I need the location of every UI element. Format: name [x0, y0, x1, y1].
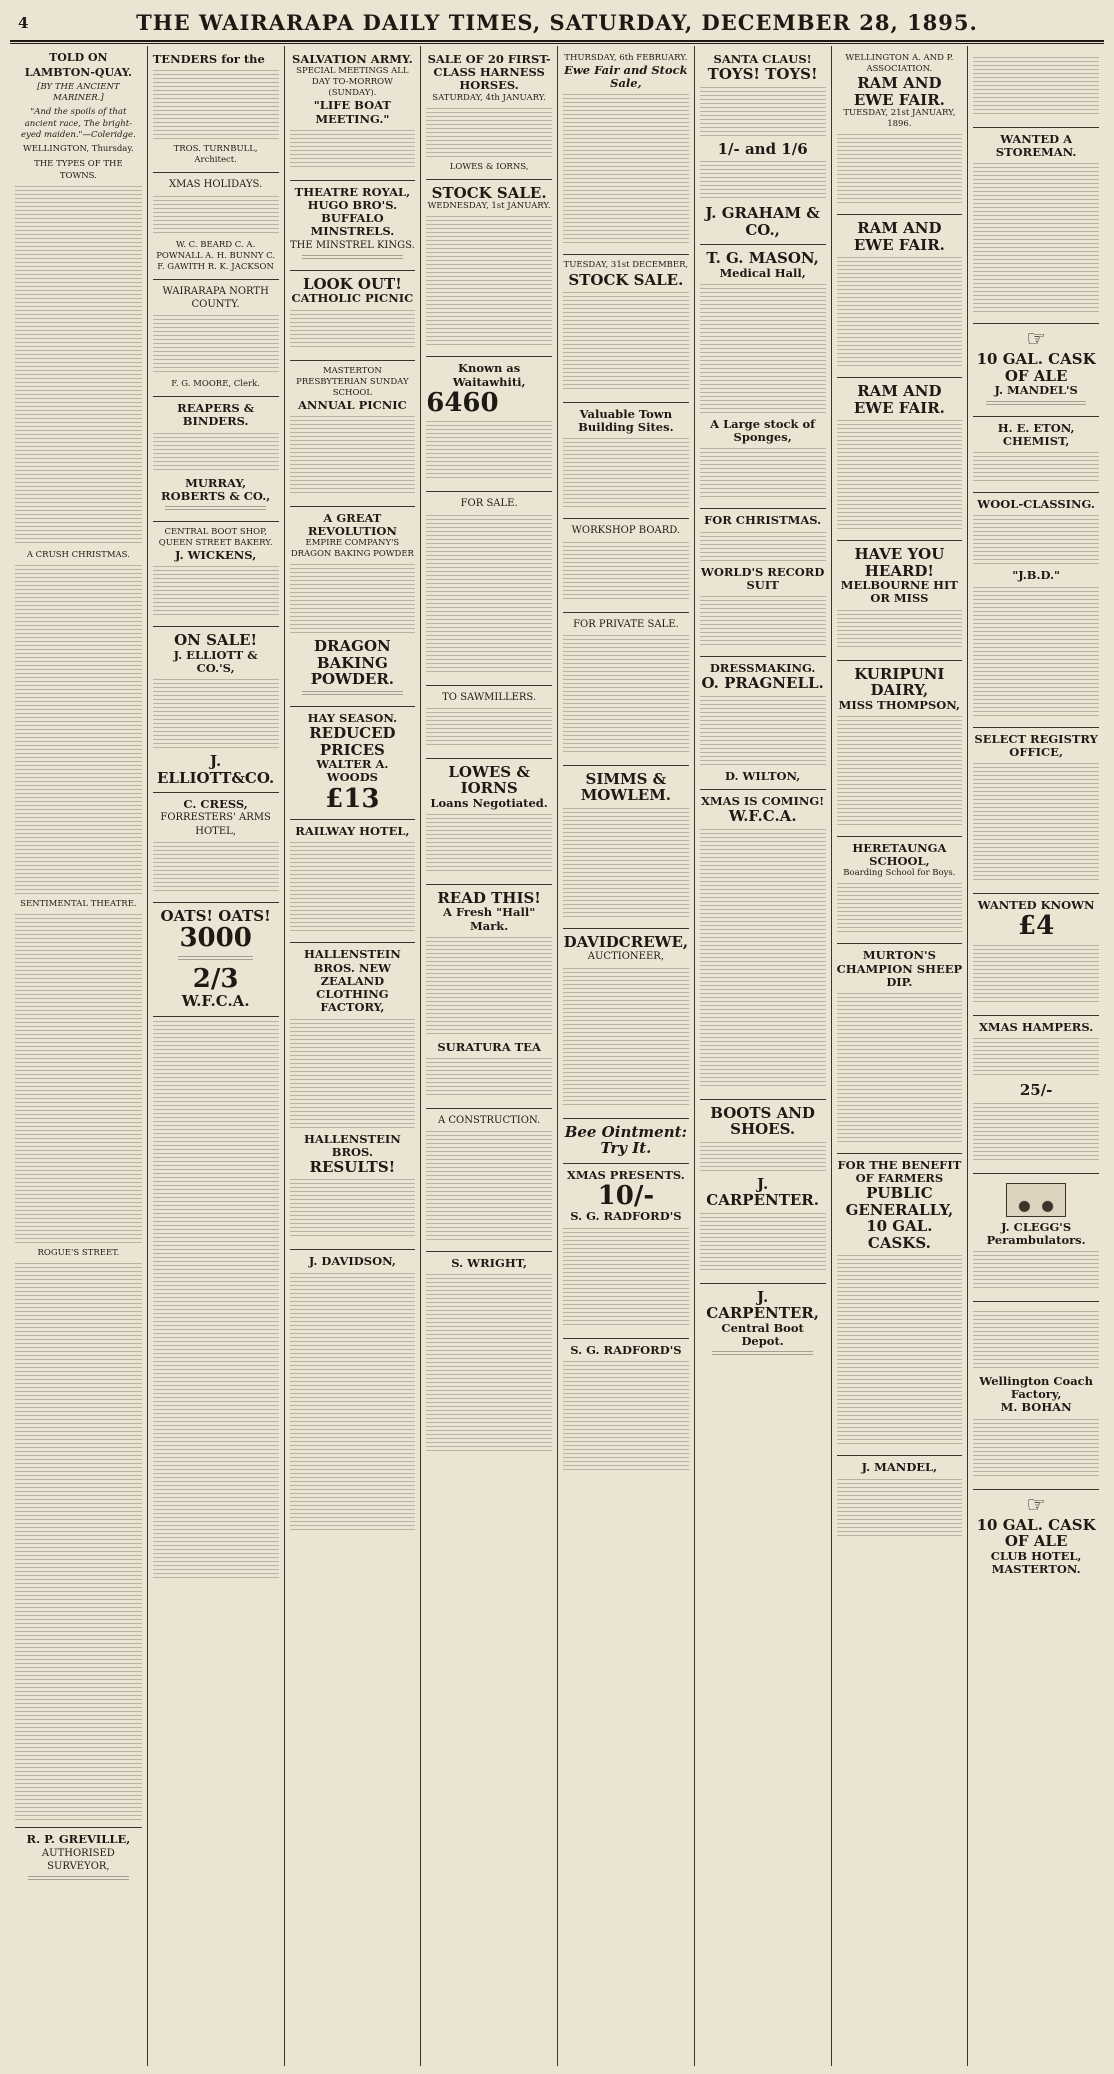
advert-subtitle: EMPIRE COMPANY'S DRAGON BAKING POWDER [290, 538, 414, 560]
column-5 [557, 46, 694, 2066]
advert-wool-classing [973, 493, 1099, 727]
masthead-title: THE WAIRARAPA DAILY TIMES, SATURDAY, DECEMBER 28, 1895. [136, 10, 978, 35]
advert-date: TUESDAY, 31st DECEMBER, [563, 260, 689, 271]
column-4 [420, 46, 557, 2066]
advert-title: REAPERS & BINDERS. [177, 401, 255, 429]
advert-text [153, 433, 279, 473]
advert-text [563, 808, 689, 918]
advert-text [302, 255, 403, 261]
advert-title: WORKSHOP BOARD. [571, 525, 681, 537]
advert-xmas-hampers [973, 1016, 1099, 1174]
advert-quantity: 3000 [179, 923, 252, 954]
advert-title: TENDERS for the [152, 52, 265, 66]
newspaper-columns [10, 46, 1104, 2066]
advert-subtitle: CATHOLIC PICNIC [291, 291, 414, 306]
advert-title: DAVIDCREWE, [563, 932, 689, 951]
advert-text [563, 438, 689, 508]
advert-text [426, 1058, 552, 1098]
advert-text [700, 1142, 826, 1172]
advert-title: RAM AND EWE FAIR. [853, 382, 945, 417]
advert-subtitle: A Fresh "Hall" Mark. [443, 905, 536, 933]
advert-name: R. P. GREVILLE, [26, 1832, 131, 1847]
advert-price: £13 [325, 783, 380, 814]
story-body-text [15, 186, 142, 546]
advert-title: STOCK SALE. [568, 270, 684, 289]
advert-title: 10 GAL. CASK OF ALE [976, 1515, 1096, 1551]
advert-town-sites [563, 403, 689, 519]
advert-name: C. CRESS, [183, 797, 248, 812]
story-section-heading: A CRUSH CHRISTMAS. [26, 549, 130, 560]
advert-name: J. CARPENTER, [706, 1287, 819, 1323]
advert-text [973, 515, 1099, 565]
advert-text [153, 679, 279, 749]
advert-title: WANTED A STOREMAN. [995, 132, 1077, 160]
advert-text [700, 448, 826, 498]
advert-heading: DRAGON BAKING POWDER. [310, 637, 395, 689]
advert-county [153, 280, 279, 397]
advert-title: XMAS HAMPERS. [978, 1019, 1094, 1034]
pointing-hand-icon: ☞ [1026, 327, 1046, 353]
advert-text [28, 1876, 129, 1882]
advert-dressmaking [700, 657, 826, 790]
advert-subtitle: SPECIAL MEETINGS ALL DAY TO-MORROW (SUNDAY). [296, 66, 409, 99]
advert-text [290, 1179, 416, 1239]
advert-signature: LOWES & IORNS, [449, 161, 529, 172]
advert-title: T. G. MASON, [706, 249, 819, 268]
advert-theatre [290, 181, 416, 271]
advert-xmas-holidays [153, 173, 279, 279]
advert-title: WAIRARAPA NORTH COUNTY. [162, 285, 269, 310]
advert-name: J. CARPENTER. [706, 1174, 819, 1210]
advert-subtitle: ANNUAL PICNIC [297, 397, 407, 412]
advert-subtitle: TOYS! TOYS! [707, 65, 818, 84]
advert-text [700, 532, 826, 562]
advert-title: A CONSTRUCTION. [438, 1115, 541, 1127]
advert-subtitle: Loans Negotiated. [430, 795, 548, 810]
advert-text [426, 1131, 552, 1241]
advert-title: THEATRE ROYAL, [294, 184, 411, 199]
advert-text [426, 1274, 552, 1454]
advert-title: TO SAWMILLERS. [442, 691, 537, 703]
advert-subtitle: HUGO BRO'S. BUFFALO MINSTRELS. [307, 198, 398, 239]
advert-title: HAY SEASON. [307, 710, 398, 725]
advert-text [837, 716, 963, 826]
advert-heading: D. WILTON, [724, 768, 801, 783]
advert-stock-sale [426, 180, 552, 358]
advert-text [837, 610, 963, 650]
story-byline: [BY THE ANCIENT MARINER.] [37, 82, 120, 104]
advert-santa-claus [700, 48, 826, 245]
advert-text [302, 691, 403, 697]
advert-sawmillers [426, 686, 552, 759]
advert-subtitle: Central Boot Depot. [721, 1320, 804, 1348]
advert-text [426, 937, 552, 1037]
advert-ram-ewe-fair-1 [837, 48, 963, 215]
advert-dragon-powder [290, 507, 416, 707]
advert-title: 10 GAL. CASK OF ALE [976, 350, 1096, 385]
column-text [153, 1021, 279, 1581]
advert-text [973, 763, 1099, 883]
advert-coach-factory [973, 1302, 1099, 1490]
advert-subtitle: Boarding School for Boys. [843, 868, 956, 879]
advert-mason [700, 245, 826, 509]
advert-name: J. MANDEL, [861, 1460, 938, 1475]
advert-title: RAILWAY HOTEL, [295, 824, 410, 839]
advert-subtitle: RESULTS! [309, 1157, 396, 1176]
advert-text [290, 564, 416, 634]
advert-text [153, 70, 279, 140]
advert-title: Known as Waitawhiti, [452, 361, 526, 389]
advert-title: CENTRAL BOOT SHOP, QUEEN STREET BAKERY. [158, 526, 273, 548]
advert-title: XMAS PRESENTS. [566, 1167, 685, 1182]
advert-title: OATS! OATS! [160, 906, 271, 925]
advert-text [290, 416, 416, 496]
advert-heretaunga [837, 837, 963, 944]
advert-text [700, 161, 826, 201]
advert-construction [426, 1109, 552, 1252]
advert-hallenstein [290, 943, 416, 1250]
advert-text [700, 87, 826, 137]
advert-price: £4 [1018, 911, 1055, 942]
advert-radford [563, 1339, 689, 1481]
advert-have-you-heard [837, 541, 963, 660]
advert-text [837, 1479, 963, 1539]
advert-name: MURRAY, ROBERTS & CO., [161, 475, 271, 503]
advert-text [973, 945, 1099, 1005]
advert-read-this [426, 885, 552, 1109]
advert-title: RAM AND EWE FAIR. [853, 219, 945, 254]
advert-waitawhiti [426, 357, 552, 492]
advert-name: W.F.C.A. [181, 992, 250, 1011]
advert-catholic-picnic [290, 271, 416, 361]
advert-text [973, 452, 1099, 482]
column-7 [831, 46, 968, 2066]
advert-title: WANTED KNOWN [977, 897, 1095, 912]
advert-text [290, 1019, 416, 1129]
advert-title: J. CLEGG'S Perambulators. [986, 1219, 1086, 1247]
advert-mandel [837, 1456, 963, 1548]
advert-title: STOCK SALE. [431, 183, 547, 202]
advert-heading: HALLENSTEIN BROS. [303, 1131, 401, 1159]
advert-heading: "LIFE BOAT MEETING." [313, 98, 391, 126]
header-rule-thin [10, 43, 1104, 44]
advert-text [153, 566, 279, 616]
advert-date: WEDNESDAY, 1st JANUARY. [427, 201, 551, 212]
advert-title: Ewe Fair and Stock Sale, [564, 63, 688, 91]
advert-wright [426, 1252, 552, 1464]
advert-name: M. BOHAN [1000, 1400, 1072, 1415]
advert-text [973, 1251, 1099, 1291]
advert-names: W. C. BEARD C. A. POWNALL A. H. BUNNY C. F. GAWITH R. K. JACKSON [156, 239, 276, 272]
advert-text [563, 94, 689, 244]
advert-text [426, 515, 552, 675]
story-body-text [15, 1263, 142, 1823]
story-body-text [15, 565, 142, 895]
advert-ram-ewe-fair-2 [837, 215, 963, 378]
advert-name: MISS THOMPSON, [838, 697, 961, 712]
advert-text [290, 130, 416, 170]
header-rule [10, 40, 1104, 42]
advert-text [426, 108, 552, 158]
story-section-heading: THE TYPES OF THE TOWNS. [34, 159, 123, 181]
advert-title: READ THIS! [437, 888, 541, 907]
advert-xmas-presents [563, 1164, 689, 1339]
advert-price: 10/- [597, 1180, 655, 1211]
advert-title: H. E. ETON, CHEMIST, [997, 420, 1075, 448]
advert-price: 1/- and 1/6 [717, 139, 808, 158]
advert-date: SATURDAY, 4th JANUARY. [432, 92, 546, 103]
advert-text [426, 216, 552, 346]
advert-title: FOR THE BENEFIT OF FARMERS [837, 1157, 962, 1186]
advert-name: J. MANDEL'S [994, 383, 1078, 398]
advert-title: Wellington Coach Factory, [979, 1373, 1094, 1402]
advert-name: J. GRAHAM & CO., [705, 204, 820, 239]
advert-text [563, 1228, 689, 1328]
advert-date: THURSDAY, 6th FEBRUARY. [564, 53, 688, 63]
advert-chemist [973, 417, 1099, 493]
advert-lowes-iorns [426, 759, 552, 885]
advert-text [973, 163, 1099, 313]
advert-text [837, 883, 963, 933]
advert-text [973, 57, 1099, 117]
advert-text [563, 635, 689, 755]
page-number: 4 [18, 14, 29, 32]
advert-text [700, 1213, 826, 1273]
advert-bee-ointment [563, 1119, 689, 1164]
advert-text [153, 315, 279, 375]
advert-text [290, 842, 416, 932]
advert-text [973, 1103, 1099, 1163]
advert-stock-sale-2 [563, 255, 689, 403]
advert-text [973, 1419, 1099, 1479]
advert-title: LOOK OUT! [302, 274, 402, 293]
advert-signature: F. G. MOORE, Clerk. [171, 379, 260, 390]
advert-text [712, 1351, 813, 1357]
advert-signature: TROS. TURNBULL, Architect. [173, 144, 258, 166]
advert-subtitle: PUBLIC GENERALLY, [845, 1184, 954, 1219]
advert-cask-ale-2 [973, 1490, 1099, 1582]
advert-text [178, 956, 253, 962]
advert-railway-hotel [290, 820, 416, 943]
advert-title: FOR PRIVATE SALE. [573, 618, 679, 630]
story-section-heading: ROGUE'S STREET. [37, 1248, 120, 1259]
advert-kuripuni-dairy [837, 661, 963, 837]
advert-text [837, 257, 963, 367]
advert-boots-shoes [700, 1100, 826, 1284]
advert-text [986, 401, 1087, 407]
advert-xmas-coming [700, 790, 826, 1100]
advert-text [973, 1038, 1099, 1078]
advert-name: W.F.C.A. [728, 807, 797, 826]
advert-text [700, 696, 826, 766]
advert-text [426, 814, 552, 874]
advert-line: AUTHORISED SURVEYOR, [41, 1847, 115, 1872]
advert-title: DRESSMAKING. [709, 661, 816, 676]
advert-line: THE MINSTREL KINGS. [289, 239, 415, 251]
advert-on-sale [153, 627, 279, 793]
advert-text [563, 292, 689, 392]
advert-text [426, 708, 552, 748]
advert-title: A GREAT REVOLUTION [307, 510, 397, 539]
story-quote: "And the spoils of that ancient race, The bright-eyed maiden."—Coleridge. [21, 107, 136, 140]
advert-title: WELLINGTON A. AND P. ASSOCIATION. [845, 53, 954, 75]
advert-subtitle: Medical Hall, [719, 265, 806, 280]
advert-title: WOOL-CLASSING. [977, 497, 1095, 512]
advert-title: XMAS HOLIDAYS. [169, 179, 263, 191]
advert-title: MURTON'S CHAMPION SHEEP DIP. [836, 948, 963, 989]
advert-davidcrewe [563, 929, 689, 1119]
advert-name: S. WRIGHT, [451, 1256, 527, 1271]
advert-title: FOR SALE. [460, 498, 518, 510]
advert-ewe-fair [563, 48, 689, 255]
advert-title: FOR CHRISTMAS. [704, 513, 822, 528]
advert-title: XMAS IS COMING! [701, 793, 825, 808]
advert-title: SANTA CLAUS! [713, 52, 812, 66]
advert-wanted-known [973, 894, 1099, 1016]
advert-subtitle: CLUB HOTEL, MASTERTON. [990, 1548, 1082, 1576]
advert-text [700, 596, 826, 646]
advert-subtitle: WORLD'S RECORD SUIT [700, 564, 825, 592]
advert-text [290, 1273, 416, 1533]
advert-text [837, 993, 963, 1143]
advert-heading: A Large stock of Sponges, [710, 416, 816, 445]
advert-cask-ale-1 [973, 324, 1099, 416]
advert-title: ON SALE! [174, 631, 258, 650]
advert-text [563, 968, 689, 1108]
advert-carpenter [700, 1284, 826, 1366]
advert-boot-shop [153, 522, 279, 627]
advert-title: HAVE YOU HEARD! [854, 545, 945, 580]
advert-reapers [153, 397, 279, 522]
advert-murton [837, 944, 963, 1154]
pointing-hand-icon: ☞ [1026, 1492, 1046, 1518]
advert-perambulators [973, 1174, 1099, 1302]
advert-registry [973, 728, 1099, 894]
advert-date: TUESDAY, 21st JANUARY, 1896. [843, 108, 956, 130]
advert-lost [973, 48, 1099, 128]
advert-harness-horses [426, 48, 552, 180]
advert-title: SALVATION ARMY. [292, 52, 413, 66]
advert-sunday-school [290, 361, 416, 507]
advert-subtitle: MELBOURNE HIT OR MISS [840, 578, 958, 606]
advert-title: SELECT REGISTRY OFFICE, [974, 731, 1098, 759]
advert-tenders [153, 48, 279, 173]
advert-farmers [837, 1154, 963, 1456]
advert-subtitle: FORRESTERS' ARMS HOTEL, [160, 812, 271, 837]
advert-text [290, 310, 416, 350]
advert-private-sale [563, 613, 689, 766]
page-header [0, 0, 1114, 44]
column-1 [10, 46, 147, 2066]
advert-title: MASTERTON PRESBYTERIAN SUNDAY SCHOOL [296, 365, 409, 398]
advert-title: BOOTS AND SHOES. [710, 1103, 815, 1139]
advert-title: SALE OF 20 FIRST-CLASS HARNESS HORSES. [427, 52, 551, 93]
perambulator-image [1006, 1183, 1066, 1217]
advert-oats [153, 903, 279, 1017]
advert-text [973, 1311, 1099, 1371]
advert-text [563, 542, 689, 602]
advert-name: S. G. RADFORD'S [570, 1209, 682, 1224]
advert-text [700, 829, 826, 1089]
advert-name: J. ELLIOTT & CO.'S, [173, 647, 258, 675]
advert-subtitle: REDUCED PRICES [309, 724, 396, 759]
advert-subtitle: AUCTIONEER, [587, 951, 664, 963]
story-dateline: WELLINGTON, Thursday. [23, 144, 134, 155]
advert-text [165, 506, 266, 512]
advert-workshop [563, 519, 689, 612]
advert-title: SIMMS & MOWLEM. [580, 769, 672, 805]
column-6 [694, 46, 831, 2066]
advert-davidson [290, 1250, 416, 1542]
column-2 [147, 46, 284, 2066]
advert-price: 2/3 [192, 963, 239, 994]
advert-ram-ewe-fair-3 [837, 378, 963, 541]
advert-text [426, 421, 552, 481]
advert-cress [153, 793, 279, 903]
advert-name: O. PRAGNELL. [701, 674, 824, 693]
advert-heading: 10 GAL. CASKS. [866, 1217, 933, 1252]
advert-christmas-suit [700, 509, 826, 657]
advert-hay-season [290, 707, 416, 820]
advert-title: KURIPUNI DAIRY, [854, 664, 945, 700]
advert-name: WALTER A. WOODS [316, 757, 389, 785]
advert-for-sale [426, 492, 552, 685]
advert-title: LOWES & IORNS [448, 762, 530, 798]
advert-name: S. G. RADFORD'S [570, 1342, 682, 1357]
advert-text [153, 842, 279, 892]
story-section-heading: SENTIMENTAL THEATRE. [20, 899, 137, 909]
advert-salvation-army [290, 48, 416, 181]
advert-heading: SURATURA TEA [437, 1039, 541, 1054]
advert-text [973, 587, 1099, 717]
advert-text [563, 1361, 689, 1471]
advert-simms-mowlem [563, 766, 689, 929]
advert-title: Valuable Town Building Sites. [578, 407, 674, 435]
advert-subtitle: RAM AND EWE FAIR. [853, 74, 945, 109]
advert-name: J. ELLIOTT&CO. [156, 752, 275, 787]
advert-text [153, 196, 279, 236]
advert-text [837, 1255, 963, 1445]
advert-name: J. WICKENS, [175, 548, 257, 563]
advert-title: Bee Ointment: Try It. [564, 1122, 688, 1158]
column-8 [967, 46, 1104, 2066]
advert-price: 25/- [1019, 1081, 1053, 1099]
column-3 [284, 46, 421, 2066]
story-body-text [15, 914, 142, 1244]
advert-name: J. DAVIDSON, [308, 1254, 396, 1269]
advert-storeman [973, 128, 1099, 324]
advert-acreage: 6460 [426, 387, 499, 418]
story-title: TOLD ON LAMBTON-QUAY. [24, 51, 132, 79]
advert-title: HALLENSTEIN BROS. NEW ZEALAND CLOTHING FACTORY, [303, 947, 401, 1015]
advert-title: HERETAUNGA SCHOOL, [852, 840, 947, 869]
advert-text [700, 284, 826, 414]
advert-subtitle: "J.B.D." [1012, 568, 1061, 583]
advert-text [837, 134, 963, 204]
advert-text [837, 420, 963, 530]
